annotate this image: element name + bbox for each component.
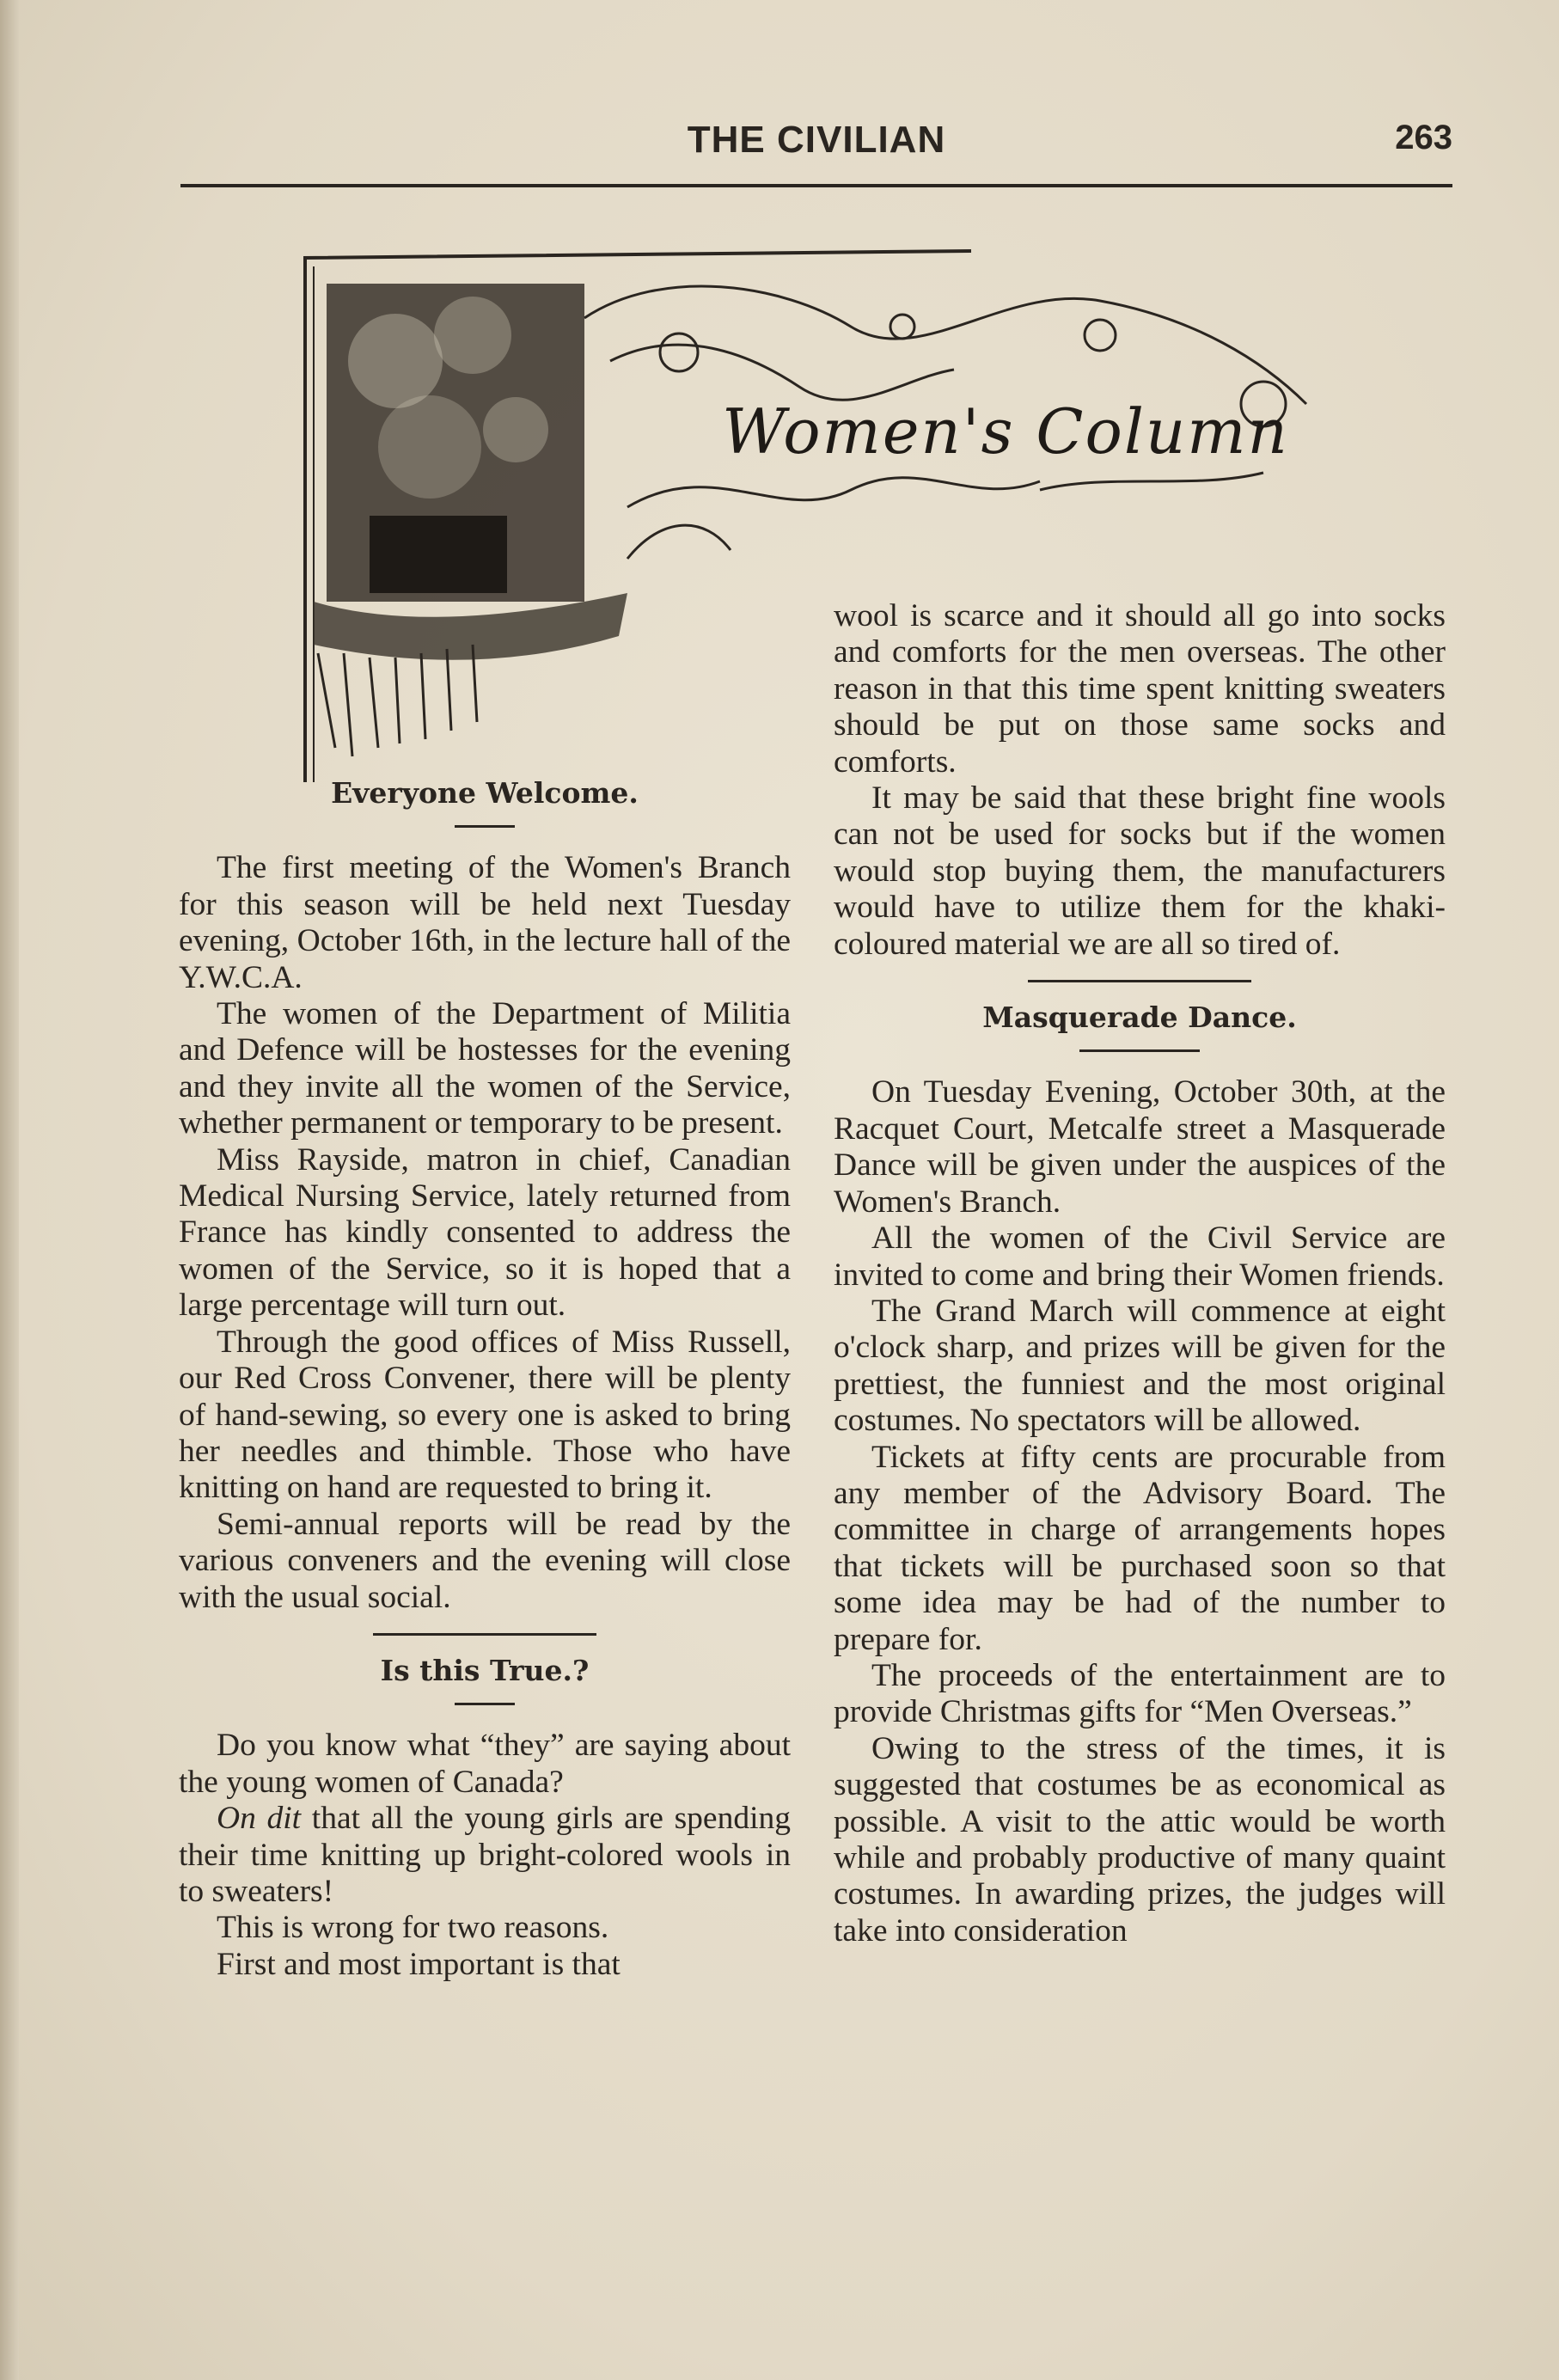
paragraph: Do you know what “they” are saying about the young women of Canada?: [179, 1728, 791, 1800]
paragraph: Owing to the stress of the times, it is suggested that costumes be as economical as possible. A visit to the attic would be worth while and probably productive of many quaint costumes. In awarding prizes, the judges will take into consideration: [834, 1730, 1446, 1949]
paragraph: First and most important is that: [217, 1946, 621, 1982]
paragraph: [179, 1801, 791, 1910]
italic-phrase: On dit: [217, 1801, 302, 1837]
paragraph: Semi-annual reports will be read by the various conveners and the evening will close with the usual social.: [179, 1506, 791, 1615]
page-number: 263: [1395, 119, 1452, 156]
paragraph: Tickets at fifty cents are procurable from any member of the Advisory Board. The committee in charge of arrangements hopes that tickets will be purchased soon so that some idea may be had of the number to prepare for.: [834, 1439, 1446, 1657]
heading-everyone-welcome: Everyone Welcome.: [331, 776, 639, 810]
paragraph: This is wrong for two reasons.: [217, 1910, 609, 1946]
publication-title: THE CIVILIAN: [687, 119, 946, 161]
heading-masquerade-dance: Masquerade Dance.: [982, 1000, 1297, 1035]
header-rule: [180, 184, 1452, 187]
heading-rule: [455, 1703, 515, 1705]
paragraph: The proceeds of the entertainment are to provide Christmas gifts for “Men Overseas.”: [834, 1657, 1446, 1730]
left-column: [179, 775, 791, 1983]
paragraph: On Tuesday Evening, October 30th, at the Racquet Court, Metcalfe street a Masquerade Dance will be given under the auspices of the Women's Branch.: [834, 1074, 1446, 1220]
right-column: [834, 598, 1446, 1949]
column-title: Women's Column: [722, 395, 1289, 468]
paragraph: It may be said that these bright fine wools can not be used for socks but if the women would stop buying them, the manufacturers would have to utilize them for the khaki-coloured material we are all so tired of.: [834, 780, 1446, 962]
heading-rule: [1079, 1049, 1200, 1052]
book-spine-edge: [0, 0, 19, 2380]
paragraph: wool is scarce and it should all go into socks and comforts for the men overseas. The other reason in that this time spent knitting sweaters should be put on those same socks and comforts.: [834, 598, 1446, 780]
heading-is-this-true: Is this True.?: [380, 1653, 590, 1687]
heading-rule: [455, 825, 515, 828]
section-rule: [1028, 980, 1251, 982]
paragraph: Miss Rayside, matron in chief, Canadian Medical Nursing Service, lately returned from France has kindly consented to address the women of the Service, so it is hoped that a large percentage will turn out.: [179, 1141, 791, 1324]
section-rule: [373, 1633, 596, 1636]
paragraph: The women of the Department of Militia and Defence will be hostesses for the evening and they invite all the women of the Service, whether permanent or temporary to be present.: [179, 996, 791, 1141]
paragraph: Through the good offices of Miss Russell, our Red Cross Convener, there will be plenty of hand-sewing, so every one is asked to bring her needles and thimble. Those who have knitting on hand are requested to bring it.: [179, 1324, 791, 1506]
paragraph: All the women of the Civil Service are invited to come and bring their Women friends.: [834, 1221, 1446, 1293]
paragraph-text: that all the young girls are spending their time knitting up bright-colored wools in to sweaters!: [179, 1801, 791, 1909]
running-header: [180, 119, 1452, 170]
paragraph: The Grand March will commence at eight o'clock sharp, and prizes will be given for the prettiest, the funniest and the most original costumes. No spectators will be allowed.: [834, 1293, 1446, 1439]
paragraph: The first meeting of the Women's Branch for this season will be held next Tuesday evening, October 16th, in the lecture hall of the Y.W.C.A.: [179, 850, 791, 995]
